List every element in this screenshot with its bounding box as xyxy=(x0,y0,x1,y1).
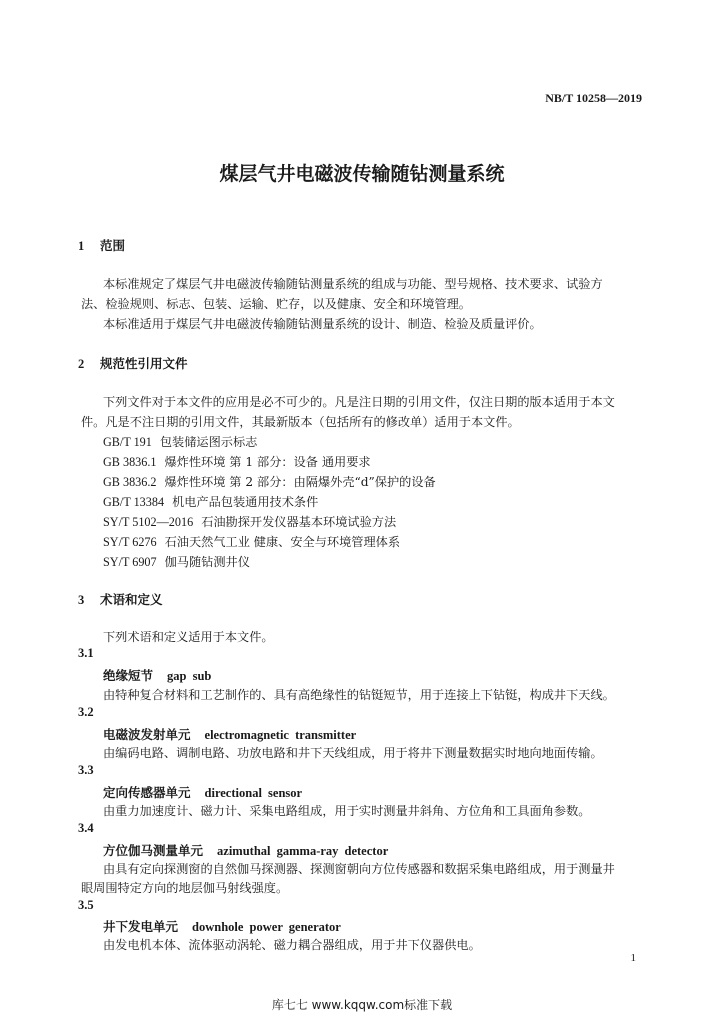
reference-item xyxy=(103,533,400,550)
term-definition: 由编码电路、调制电路、功放电路和井下天线组成，用于将井下测量数据实时地向地面传输。 xyxy=(103,746,603,760)
paragraph-line: 下列文件对于本文件的应用是必不可少的。凡是注日期的引用文件，仅注日期的版本适用于本文 xyxy=(103,395,615,409)
paragraph-line: 件。凡是不注日期的引用文件，其最新版本（包括所有的修改单）适用于本文件。 xyxy=(81,415,520,429)
reference-code: GB 3836.2 xyxy=(103,475,157,489)
term-number: 3.2 xyxy=(78,705,94,719)
term-number: 3.3 xyxy=(78,763,94,777)
term-definition: 由发电机本体、流体驱动涡轮、磁力耦合器组成，用于井下仪器供电。 xyxy=(103,938,481,952)
term-entry xyxy=(103,783,302,801)
reference-item xyxy=(103,473,436,490)
term-en: azimuthal gamma-ray detector xyxy=(217,844,389,858)
section-number: 2 xyxy=(78,357,85,371)
section-title: 范围 xyxy=(100,238,126,253)
reference-code: SY/T 6276 xyxy=(103,535,157,549)
term-en: directional sensor xyxy=(204,786,303,800)
term-en: electromagnetic transmitter xyxy=(204,728,357,742)
reference-name: 机电产品包装通用技术条件 xyxy=(172,495,319,509)
page-title: 煤层气井电磁波传输随钻测量系统 xyxy=(219,163,505,185)
term-number: 3.5 xyxy=(78,898,94,912)
term-definition: 由具有定向探测窗的自然伽马探测器、探测窗朝向方位传感器和数据采集电路组成，用于测量井 xyxy=(103,862,615,876)
term-entry xyxy=(103,725,356,743)
section-title: 规范性引用文件 xyxy=(100,356,188,371)
page-number: 1 xyxy=(630,952,636,964)
paragraph-line: 法、检验规则、标志、包装、运输、贮存，以及健康、安全和环境管理。 xyxy=(81,297,471,311)
term-entry xyxy=(103,841,388,859)
reference-item xyxy=(103,453,371,470)
term-zh: 方位伽马测量单元 xyxy=(103,843,204,858)
reference-code: GB 3836.1 xyxy=(103,455,157,469)
section-title: 术语和定义 xyxy=(100,592,163,607)
term-definition-continued: 眼周围特定方向的地层伽马射线强度。 xyxy=(81,881,289,895)
reference-item xyxy=(103,433,257,450)
section-heading-terms xyxy=(78,590,163,608)
standard-number: NB/T 10258—2019 xyxy=(545,91,642,105)
term-zh: 绝缘短节 xyxy=(103,668,154,683)
reference-code: GB/T 191 xyxy=(103,435,152,449)
term-en: downhole power generator xyxy=(192,920,341,934)
section-heading-normative xyxy=(78,354,188,372)
reference-name: 石油勘探开发仪器基本环境试验方法 xyxy=(201,515,397,529)
paragraph-line: 本标准规定了煤层气井电磁波传输随钻测量系统的组成与功能、型号规格、技术要求、试验方 xyxy=(103,277,603,291)
term-entry xyxy=(103,666,211,684)
term-definition: 由重力加速度计、磁力计、采集电路组成，用于实时测量井斜角、方位角和工具面角参数。 xyxy=(103,804,591,818)
term-zh: 电磁波发射单元 xyxy=(103,727,191,742)
term-number: 3.1 xyxy=(78,646,94,660)
term-zh: 定向传感器单元 xyxy=(103,785,191,800)
section-number: 3 xyxy=(78,593,85,607)
reference-code: GB/T 13384 xyxy=(103,495,165,509)
reference-name: 爆炸性环境 第 2 部分：由隔爆外壳“d”保护的设备 xyxy=(164,475,436,489)
term-number: 3.4 xyxy=(78,821,94,835)
reference-name: 石油天然气工业 健康、安全与环境管理体系 xyxy=(164,535,401,549)
section-number: 1 xyxy=(78,239,85,253)
reference-code: SY/T 5102—2016 xyxy=(103,515,194,529)
reference-item xyxy=(103,513,396,530)
reference-name: 包装储运图示标志 xyxy=(159,435,258,449)
term-entry xyxy=(103,917,341,935)
reference-item xyxy=(103,553,250,570)
footer-watermark: 库七七 www.kqqw.com标准下载 xyxy=(271,998,453,1012)
reference-name: 爆炸性环境 第 1 部分：设备 通用要求 xyxy=(164,455,371,469)
term-en: gap sub xyxy=(167,669,212,683)
reference-name: 伽马随钻测井仪 xyxy=(164,555,250,569)
reference-item xyxy=(103,493,318,510)
term-zh: 井下发电单元 xyxy=(103,919,179,934)
paragraph-line: 本标准适用于煤层气井电磁波传输随钻测量系统的设计、制造、检验及质量评价。 xyxy=(103,317,542,331)
section-heading-scope xyxy=(78,236,125,254)
paragraph-line: 下列术语和定义适用于本文件。 xyxy=(103,630,274,644)
reference-code: SY/T 6907 xyxy=(103,555,157,569)
term-definition: 由特种复合材料和工艺制作的、具有高绝缘性的钻铤短节，用于连接上下钻铤，构成井下天线。 xyxy=(103,688,615,702)
